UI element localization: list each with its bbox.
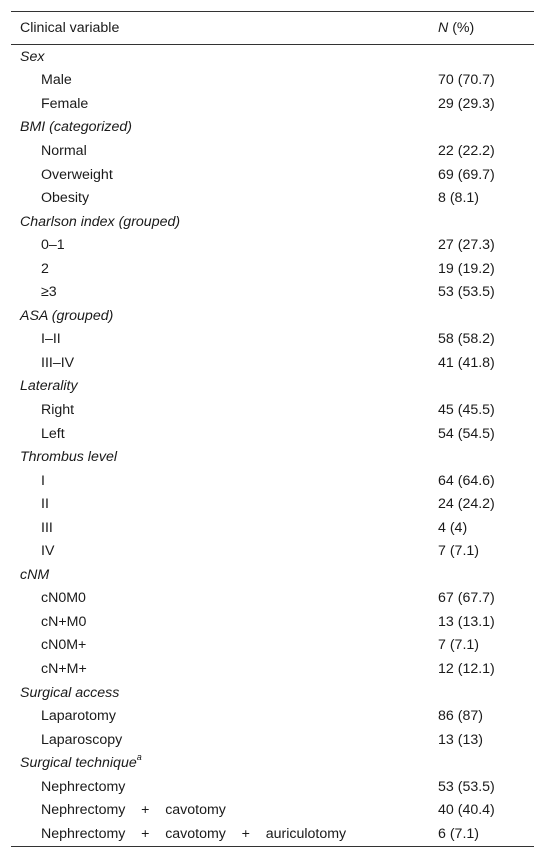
group-header-row: [11, 210, 534, 234]
header-n: N: [438, 19, 449, 36]
row-label: Overweight: [41, 166, 113, 183]
table-row: [11, 775, 534, 799]
table-row: [11, 822, 534, 846]
row-label: Normal: [41, 142, 87, 159]
row-label: I: [41, 472, 45, 489]
footnote-marker: a: [136, 752, 142, 763]
group-name-text: cNM: [20, 566, 50, 583]
row-value: 4 (4): [438, 519, 468, 536]
row-value: 54 (54.5): [438, 425, 495, 442]
row-value: 29 (29.3): [438, 95, 495, 112]
table-row: [11, 139, 534, 163]
group-name-text: Thrombus level: [20, 448, 117, 465]
row-label: ≥3: [41, 284, 57, 301]
row-value: 7 (7.1): [438, 543, 480, 560]
row-value: 40 (40.4): [438, 802, 495, 819]
table-header-row: [11, 12, 534, 44]
table-row: [11, 328, 534, 352]
table-row: [11, 163, 534, 187]
row-label: cN+M+: [41, 660, 87, 677]
row-label: cN+M0: [41, 613, 87, 630]
row-value: 41 (41.8): [438, 354, 495, 371]
group-name: [20, 568, 49, 582]
table-row: [11, 516, 534, 540]
row-value: 24 (24.2): [438, 496, 495, 513]
row-value: 22 (22.2): [438, 142, 495, 159]
row-value: 53 (53.5): [438, 778, 495, 795]
table-row: [11, 610, 534, 634]
row-label: Obesity: [41, 189, 90, 206]
row-value: 53 (53.5): [438, 284, 495, 301]
table-row: [11, 186, 534, 210]
group-header-row: [11, 116, 534, 140]
row-label: cN0M+: [41, 637, 87, 654]
row-value: 86 (87): [438, 707, 483, 724]
row-label: cN0M0: [41, 590, 86, 607]
table-row: [11, 799, 534, 823]
row-label: II: [41, 496, 49, 513]
row-label: Left: [41, 425, 65, 442]
group-header-row: [11, 681, 534, 705]
table-row: [11, 398, 534, 422]
row-label: Nephrectomy + cavotomy + auriculotomy: [41, 825, 347, 842]
group-header-row: [11, 304, 534, 328]
group-name-text: Charlson index (grouped): [20, 213, 181, 230]
row-label: Right: [41, 401, 75, 418]
table-bottom-rule: [11, 846, 534, 847]
clinical-variables-table: [11, 11, 534, 847]
group-name: [20, 309, 113, 323]
group-header-row: [11, 563, 534, 587]
row-label: 0–1: [41, 237, 65, 254]
row-value: 70 (70.7): [438, 72, 495, 89]
row-label: Nephrectomy + cavotomy: [41, 802, 226, 819]
row-value: 13 (13.1): [438, 613, 495, 630]
table-row: [11, 728, 534, 752]
row-label: 2: [41, 260, 49, 277]
table-row: [11, 587, 534, 611]
table-row: [11, 233, 534, 257]
group-name-text: Laterality: [20, 378, 78, 395]
table-row: [11, 422, 534, 446]
row-label: Laparoscopy: [41, 731, 123, 748]
group-name: [20, 379, 78, 393]
row-label: I–II: [41, 331, 61, 348]
group-header-row: [11, 45, 534, 69]
group-name-text: Sex: [20, 48, 45, 65]
row-value: 69 (69.7): [438, 166, 495, 183]
row-value: 13 (13): [438, 731, 483, 748]
table-row: [11, 539, 534, 563]
group-name: [20, 450, 117, 464]
table-row: [11, 69, 534, 93]
table-row: [11, 469, 534, 493]
group-header-row: [11, 375, 534, 399]
group-name-text: ASA (grouped): [20, 307, 114, 324]
group-header-row: [11, 445, 534, 469]
row-value: 27 (27.3): [438, 237, 495, 254]
table-row: [11, 280, 534, 304]
row-label: Nephrectomy: [41, 778, 126, 795]
group-name: [20, 752, 142, 772]
row-label: IV: [41, 543, 55, 560]
row-value: 8 (8.1): [438, 189, 480, 206]
row-label: III–IV: [41, 354, 75, 371]
group-name-text: BMI (categorized): [20, 119, 132, 136]
row-value: 58 (58.2): [438, 331, 495, 348]
row-value: 67 (67.7): [438, 590, 495, 607]
row-value: 6 (7.1): [438, 825, 480, 842]
header-clinical-variable: Clinical variable: [20, 19, 120, 36]
table-body: [11, 45, 534, 846]
table-row: [11, 634, 534, 658]
row-label: III: [41, 519, 53, 536]
row-value: 7 (7.1): [438, 637, 480, 654]
row-label: Male: [41, 72, 72, 89]
header-n-percent: [438, 21, 474, 35]
group-name-text: Surgical access: [20, 684, 120, 701]
row-value: 12 (12.1): [438, 660, 495, 677]
table-row: [11, 257, 534, 281]
group-header-row: [11, 751, 534, 775]
header-percent: (%): [448, 19, 475, 36]
table-row: [11, 92, 534, 116]
row-value: 45 (45.5): [438, 401, 495, 418]
table-row: [11, 492, 534, 516]
row-value: 19 (19.2): [438, 260, 495, 277]
group-name: [20, 214, 180, 228]
table-row: [11, 704, 534, 728]
table-row: [11, 351, 534, 375]
group-name: [20, 120, 132, 134]
table-row: [11, 657, 534, 681]
group-name: [20, 685, 119, 699]
row-label: Female: [41, 95, 89, 112]
row-value: 64 (64.6): [438, 472, 495, 489]
row-label: Laparotomy: [41, 707, 116, 724]
group-name-text: Surgical technique: [20, 755, 137, 772]
group-name: [20, 50, 44, 64]
